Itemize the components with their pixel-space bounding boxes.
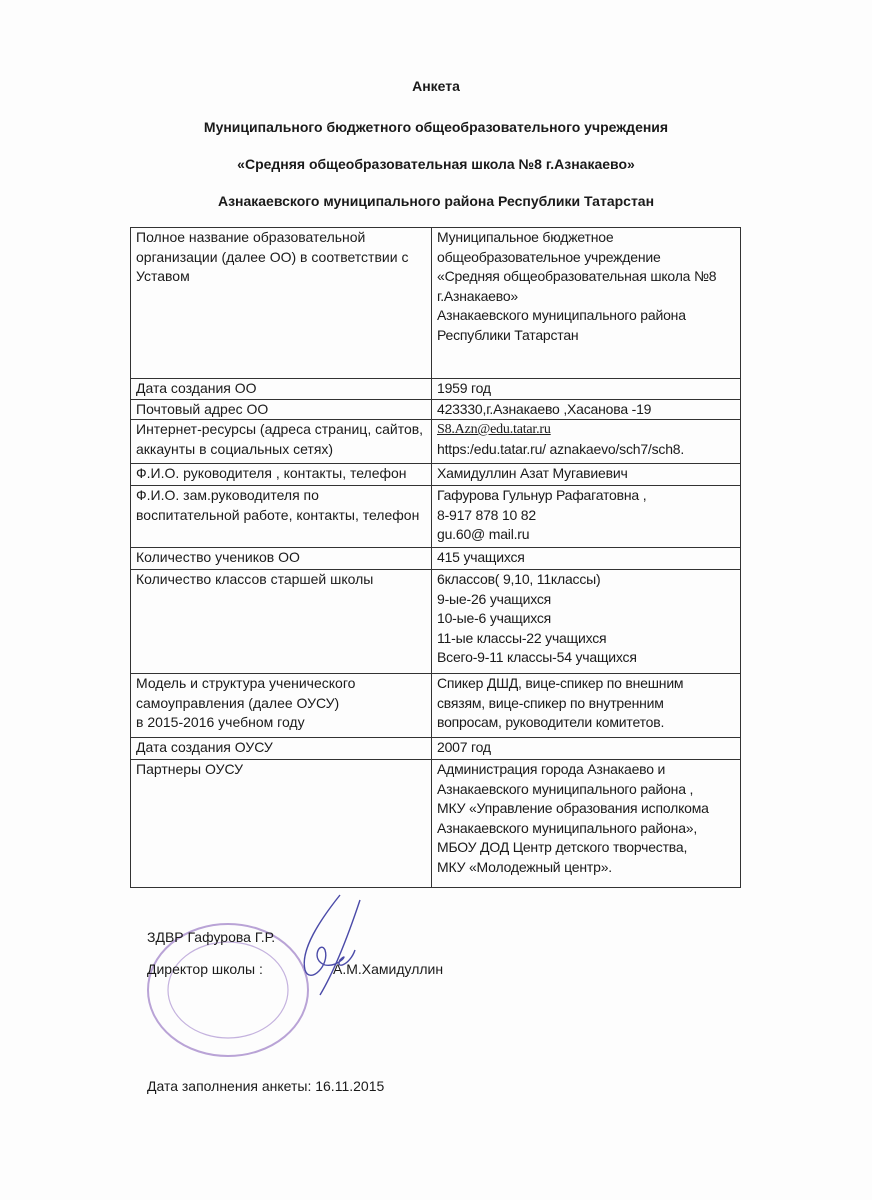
field-value xyxy=(432,486,741,548)
field-value xyxy=(432,738,741,760)
label-line: Уставом xyxy=(136,268,190,284)
field-label xyxy=(131,674,432,738)
table-row xyxy=(131,486,741,548)
value-line: 9-ые-26 учащихся xyxy=(437,590,552,607)
label-line: самоуправления (далее ОУСУ) xyxy=(136,694,340,711)
field-label xyxy=(131,228,432,379)
label-line: аккаунты в социальных сетях) xyxy=(136,440,334,457)
label-line: Почтовый адрес ОО xyxy=(136,400,269,417)
field-label xyxy=(131,420,432,464)
director-label: Директор школы : xyxy=(147,961,263,977)
label-line: Ф.И.О. руководителя , контакты, телефон xyxy=(136,465,407,481)
label-line: Дата создания ОУСУ xyxy=(136,739,273,755)
value-line: Всего-9-11 классы-54 учащихся xyxy=(437,649,637,665)
value-line: Спикер ДШД, вице-спикер по внешним xyxy=(437,675,684,691)
value-line: общеобразовательное учреждение xyxy=(437,248,661,265)
value-line: Муниципальное бюджетное xyxy=(437,229,614,245)
field-label xyxy=(131,379,432,400)
value-line: Азнакаевского муниципального района», xyxy=(437,819,698,836)
value-line: МКУ «Молодежный центр». xyxy=(437,858,612,875)
table-row xyxy=(131,420,741,464)
table-row xyxy=(131,399,741,420)
label-line: Количество учеников ОО xyxy=(136,549,300,565)
value-line: Республики Татарстан xyxy=(437,326,579,343)
field-label xyxy=(131,760,432,888)
field-value xyxy=(432,760,741,888)
label-line: Полное название образовательной xyxy=(136,229,366,245)
field-value xyxy=(432,570,741,674)
value-line: МКУ «Управление образования исполкома xyxy=(437,800,709,816)
table-row xyxy=(131,570,741,674)
value-line: 2007 год xyxy=(437,739,491,755)
table-row xyxy=(131,760,741,888)
field-value xyxy=(432,420,741,464)
value-line: 423330,г.Азнакаево ,Хасанова -19 xyxy=(437,400,652,417)
org-type: Муниципального бюджетного общеобразовательного учреждения xyxy=(203,119,669,135)
field-value xyxy=(432,548,741,570)
field-label xyxy=(131,738,432,760)
value-line: Азнакаевского муниципального района xyxy=(437,307,686,323)
label-line: воспитательной работе, контакты, телефон xyxy=(136,506,420,523)
value-line: «Средняя общеобразовательная школа №8 xyxy=(437,268,717,284)
value-line: Администрация города Азнакаево и xyxy=(437,761,666,777)
label-line: Партнеры ОУСУ xyxy=(136,761,244,777)
field-label xyxy=(131,464,432,486)
label-line: Модель и структура ученического xyxy=(136,675,356,691)
label-line: Дата создания ОО xyxy=(136,380,257,396)
director-name: А.М.Хамидуллин xyxy=(333,961,444,977)
label-line: организации (далее ОО) в соответствии с xyxy=(136,248,409,265)
value-line: г.Азнакаево» xyxy=(437,287,519,304)
field-value xyxy=(432,399,741,420)
table-row xyxy=(131,464,741,486)
value-line: gu.60@ mail.ru xyxy=(437,526,530,542)
field-value xyxy=(432,379,741,400)
table-row xyxy=(131,379,741,400)
value-line[interactable]: S8.Azn@edu.tatar.ru xyxy=(437,422,551,437)
field-value xyxy=(432,228,741,379)
value-line: связям, вице-спикер по внутренним xyxy=(437,694,664,711)
field-label xyxy=(131,399,432,420)
value-line: Азнакаевского муниципального района , xyxy=(437,780,694,797)
value-line: 415 учащихся xyxy=(437,549,525,565)
value-line: МБОУ ДОД Центр детского творчества, xyxy=(437,839,688,855)
school-name: «Средняя общеобразовательная школа №8 г.Азнакаево» xyxy=(237,156,635,172)
label-line: в 2015-2016 учебном году xyxy=(136,714,305,730)
field-label xyxy=(131,486,432,548)
field-value xyxy=(432,674,741,738)
deputy-signature-line: ЗДВР Гафурова Г.Р. xyxy=(147,929,276,945)
table-row xyxy=(131,738,741,760)
value-line: 8-917 878 10 82 xyxy=(437,506,536,523)
table-row xyxy=(131,674,741,738)
value-line: 6классов( 9,10, 11классы) xyxy=(437,571,601,587)
value-line: 11-ые классы-22 учащихся xyxy=(437,629,607,646)
value-line: вопросам, руководители комитетов. xyxy=(437,714,665,730)
label-line: Интернет-ресурсы (адреса страниц, сайтов, xyxy=(136,421,424,437)
value-line: 10-ые-6 учащихся xyxy=(437,610,552,626)
table-row xyxy=(131,548,741,570)
label-line: Количество классов старшей школы xyxy=(136,571,374,587)
value-line: 1959 год xyxy=(437,380,491,396)
value-line[interactable]: https:/edu.tatar.ru/ aznakaevo/sch7/sch8. xyxy=(437,440,685,457)
field-label xyxy=(131,548,432,570)
district: Азнакаевского муниципального района Республики Татарстан xyxy=(217,193,655,209)
director-signature xyxy=(280,890,380,1000)
field-value xyxy=(432,464,741,486)
value-line: Гафурова Гульнур Рафагатовна , xyxy=(437,487,647,503)
field-label xyxy=(131,570,432,674)
questionnaire-table xyxy=(130,227,741,888)
fill-date: Дата заполнения анкеты: 16.11.2015 xyxy=(147,1078,385,1094)
label-line: Ф.И.О. зам.руководителя по xyxy=(136,487,319,503)
table-row xyxy=(131,228,741,379)
value-line: Хамидуллин Азат Мугавиевич xyxy=(437,465,628,481)
doc-title: Анкета xyxy=(412,78,460,94)
